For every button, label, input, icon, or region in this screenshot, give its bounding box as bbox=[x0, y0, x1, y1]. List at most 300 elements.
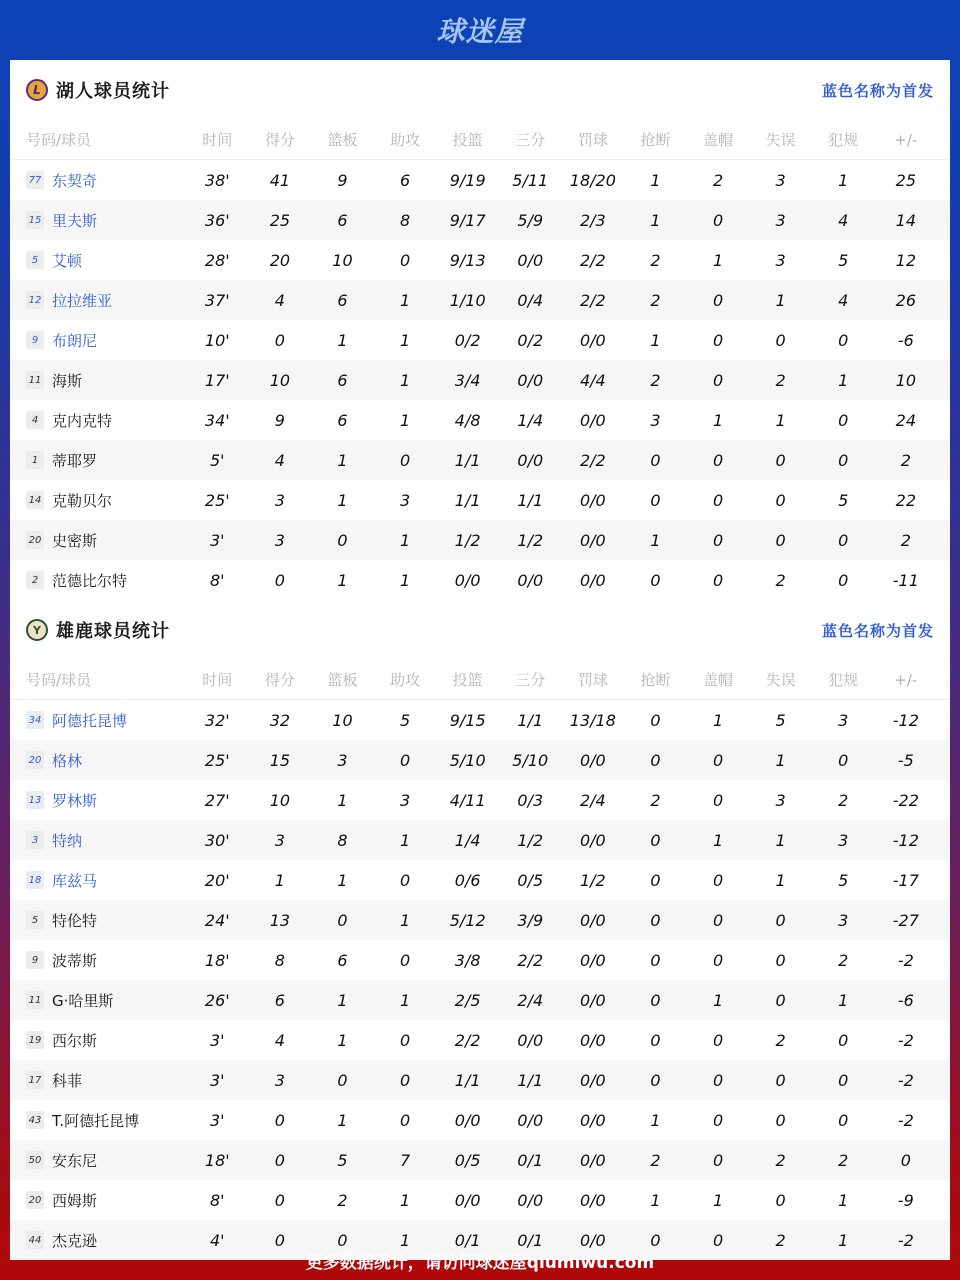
stat-cell: 1 bbox=[838, 1230, 849, 1250]
stat-cell: 26 bbox=[895, 290, 916, 310]
stat-cell: 3 bbox=[399, 790, 411, 810]
stat-cell: 8 bbox=[274, 950, 285, 970]
player-row[interactable] bbox=[10, 1180, 950, 1220]
team-header bbox=[10, 60, 950, 120]
player-name[interactable]: 安东尼 bbox=[52, 1151, 98, 1170]
stat-cell: 1/10 bbox=[449, 290, 486, 310]
footer-banner[interactable] bbox=[0, 1240, 960, 1280]
jersey-number-badge: 50 bbox=[26, 1151, 44, 1169]
jersey-number-badge: 12 bbox=[26, 291, 44, 309]
column-header: 助攻 bbox=[390, 671, 421, 689]
stat-cell: 4 bbox=[274, 1030, 285, 1050]
stat-cell: 1 bbox=[399, 830, 411, 850]
player-cell bbox=[10, 1150, 186, 1171]
stat-cell: 32 bbox=[269, 710, 291, 730]
stat-cell: 25 bbox=[895, 170, 916, 190]
stat-cell: 3 bbox=[274, 1070, 285, 1090]
stat-cell: 8 bbox=[337, 830, 348, 850]
player-cell bbox=[10, 330, 186, 351]
stat-cell: 18' bbox=[204, 1150, 230, 1170]
player-cell bbox=[10, 710, 186, 731]
player-name[interactable]: 克内克特 bbox=[52, 411, 113, 430]
player-row[interactable] bbox=[10, 700, 950, 740]
player-cell bbox=[10, 290, 186, 311]
stat-cell: 0 bbox=[650, 750, 661, 770]
stat-cell: 1 bbox=[712, 830, 724, 850]
stat-cell: 0 bbox=[838, 1030, 849, 1050]
stat-cell: 0 bbox=[274, 1190, 285, 1210]
player-name[interactable]: 阿德托昆博 bbox=[52, 711, 128, 730]
stat-cell: 28' bbox=[204, 250, 230, 270]
player-name[interactable]: 库兹马 bbox=[52, 871, 98, 890]
player-cell bbox=[10, 170, 186, 191]
stats-card bbox=[10, 60, 950, 1250]
column-header: 得分 bbox=[264, 671, 295, 689]
lakers-logo-icon: L bbox=[26, 79, 48, 101]
stat-cell: 0 bbox=[650, 950, 661, 970]
stat-cell: 41 bbox=[269, 170, 291, 190]
stat-cell: 2 bbox=[650, 290, 661, 310]
player-cell bbox=[10, 750, 186, 771]
stat-cell: 0 bbox=[712, 790, 724, 810]
stat-cell: 18' bbox=[204, 950, 230, 970]
stat-cell: -12 bbox=[892, 830, 919, 850]
stat-cell: 6 bbox=[274, 990, 285, 1010]
player-row[interactable] bbox=[10, 200, 950, 240]
stat-cell: 1/1 bbox=[517, 710, 544, 730]
stat-cell: 2 bbox=[838, 790, 849, 810]
stat-cell: 3 bbox=[650, 410, 661, 430]
stat-cell: 1 bbox=[399, 570, 411, 590]
stat-cell: 1/2 bbox=[454, 530, 481, 550]
stat-cell: 0 bbox=[775, 950, 786, 970]
stat-cell: 1 bbox=[337, 1030, 348, 1050]
stat-cell: 1 bbox=[650, 530, 661, 550]
stat-cell: -11 bbox=[892, 570, 919, 590]
stat-cell: 1 bbox=[337, 790, 348, 810]
stat-cell: 0/0 bbox=[517, 1110, 544, 1130]
stat-cell: 1 bbox=[337, 570, 348, 590]
player-cell bbox=[10, 830, 186, 851]
stat-cell: 2/2 bbox=[579, 250, 606, 270]
stat-cell: 9/13 bbox=[449, 250, 486, 270]
stat-cell: 10' bbox=[204, 330, 230, 350]
stat-cell: 0/0 bbox=[517, 1030, 544, 1050]
starter-legend-note: 蓝色名称为首发 bbox=[821, 81, 934, 100]
player-name[interactable]: 西尔斯 bbox=[52, 1031, 98, 1050]
stat-cell: 0 bbox=[712, 1110, 724, 1130]
stat-cell: 1 bbox=[712, 410, 724, 430]
player-name[interactable]: 史密斯 bbox=[52, 531, 98, 550]
table-header-row bbox=[10, 120, 950, 160]
stat-cell: 3 bbox=[838, 830, 849, 850]
stat-cell: 1 bbox=[712, 990, 724, 1010]
stat-cell: 2 bbox=[775, 370, 786, 390]
stat-cell: 1 bbox=[712, 1190, 724, 1210]
stat-cell: 0/0 bbox=[454, 1190, 481, 1210]
column-header: 犯规 bbox=[828, 671, 859, 689]
stat-cell: 4 bbox=[838, 290, 849, 310]
stat-cell: 1 bbox=[399, 410, 411, 430]
stat-cell: -2 bbox=[897, 1230, 914, 1250]
player-row[interactable] bbox=[10, 1100, 950, 1140]
stat-cell: 25 bbox=[269, 210, 291, 230]
stat-cell: 0/0 bbox=[579, 1230, 606, 1250]
jersey-number-badge: 4 bbox=[26, 411, 44, 429]
player-name[interactable]: 波蒂斯 bbox=[52, 951, 98, 970]
stat-cell: 0 bbox=[650, 710, 661, 730]
stat-cell: 2/2 bbox=[517, 950, 544, 970]
column-header: 三分 bbox=[515, 131, 546, 149]
top-bar bbox=[0, 0, 960, 60]
team-section-1 bbox=[10, 600, 950, 1260]
player-name[interactable]: 特伦特 bbox=[52, 911, 98, 930]
stat-cell: 2/4 bbox=[517, 990, 544, 1010]
player-row[interactable] bbox=[10, 940, 950, 980]
stat-cell: 2 bbox=[712, 170, 724, 190]
player-row[interactable] bbox=[10, 440, 950, 480]
player-name[interactable]: 科菲 bbox=[52, 1071, 83, 1090]
stat-cell: 25' bbox=[204, 750, 230, 770]
player-cell bbox=[10, 370, 186, 391]
stat-cell: 1/1 bbox=[454, 450, 481, 470]
stat-cell: 3' bbox=[210, 530, 225, 550]
team-header bbox=[10, 600, 950, 660]
stat-cell: 9/15 bbox=[449, 710, 486, 730]
stat-cell: 0 bbox=[399, 750, 411, 770]
stat-cell: 4 bbox=[838, 210, 849, 230]
stat-cell: 2 bbox=[337, 1190, 348, 1210]
player-name[interactable]: 克勒贝尔 bbox=[52, 491, 113, 510]
player-cell bbox=[10, 490, 186, 511]
stat-cell: 0 bbox=[775, 490, 786, 510]
stat-cell: 15 bbox=[269, 750, 291, 770]
player-name[interactable]: 蒂耶罗 bbox=[52, 451, 98, 470]
column-header: 投篮 bbox=[452, 671, 483, 689]
stat-cell: -6 bbox=[897, 990, 914, 1010]
stat-cell: 1 bbox=[838, 170, 849, 190]
stat-cell: 0/0 bbox=[579, 1030, 606, 1050]
stat-cell: 2/3 bbox=[579, 210, 606, 230]
stat-cell: 0 bbox=[712, 750, 724, 770]
stat-cell: 7 bbox=[399, 1150, 411, 1170]
stat-cell: 0/1 bbox=[454, 1230, 481, 1250]
stat-cell: 0 bbox=[399, 250, 411, 270]
stat-cell: 0/2 bbox=[517, 330, 544, 350]
stat-cell: 4 bbox=[274, 450, 285, 470]
stat-cell: 9/19 bbox=[449, 170, 486, 190]
stat-cell: 2 bbox=[775, 570, 786, 590]
stat-cell: 0/0 bbox=[579, 410, 606, 430]
stat-cell: -22 bbox=[892, 790, 919, 810]
stat-cell: 2 bbox=[900, 530, 911, 550]
column-header: 罚球 bbox=[577, 671, 608, 689]
column-header: 号码/球员 bbox=[26, 671, 92, 689]
jersey-number-badge: 20 bbox=[26, 751, 44, 769]
stat-cell: 0 bbox=[712, 290, 724, 310]
stat-cell: 25' bbox=[204, 490, 230, 510]
stat-cell: 0/0 bbox=[579, 1150, 606, 1170]
stat-cell: 0 bbox=[712, 210, 724, 230]
stat-cell: 22 bbox=[895, 490, 916, 510]
stat-cell: 2 bbox=[775, 1230, 786, 1250]
stat-cell: 0/5 bbox=[517, 870, 544, 890]
stat-cell: 5 bbox=[838, 870, 849, 890]
player-row[interactable] bbox=[10, 820, 950, 860]
stat-cell: 4' bbox=[210, 1230, 225, 1250]
player-row[interactable] bbox=[10, 1020, 950, 1060]
stat-cell: 0 bbox=[712, 570, 724, 590]
player-name[interactable]: G·哈里斯 bbox=[52, 991, 114, 1010]
starter-legend-note: 蓝色名称为首发 bbox=[821, 621, 934, 640]
player-name[interactable]: 罗林斯 bbox=[52, 791, 98, 810]
stat-cell: 5/12 bbox=[449, 910, 486, 930]
column-header: 三分 bbox=[515, 671, 546, 689]
stat-cell: 1 bbox=[337, 990, 348, 1010]
stat-cell: 0 bbox=[650, 870, 661, 890]
player-cell bbox=[10, 910, 186, 931]
player-cell bbox=[10, 450, 186, 471]
stat-cell: 2/4 bbox=[579, 790, 606, 810]
stat-cell: 0/1 bbox=[517, 1150, 544, 1170]
stat-cell: 0/5 bbox=[454, 1150, 481, 1170]
stat-cell: 1 bbox=[712, 250, 724, 270]
player-row[interactable] bbox=[10, 280, 950, 320]
jersey-number-badge: 2 bbox=[26, 571, 44, 589]
stat-cell: 1 bbox=[337, 450, 348, 470]
stat-cell: 2 bbox=[838, 1150, 849, 1170]
stat-cell: 2 bbox=[650, 250, 661, 270]
stat-cell: 0 bbox=[712, 1070, 724, 1090]
stat-cell: 0 bbox=[838, 450, 849, 470]
stat-cell: 0 bbox=[712, 950, 724, 970]
stat-cell: 3 bbox=[775, 210, 786, 230]
stat-cell: 18/20 bbox=[569, 170, 616, 190]
player-name[interactable]: 范德比尔特 bbox=[52, 571, 128, 590]
player-row[interactable] bbox=[10, 780, 950, 820]
stat-cell: -6 bbox=[897, 330, 914, 350]
stat-cell: 0 bbox=[712, 870, 724, 890]
stat-cell: 38' bbox=[204, 170, 230, 190]
player-cell bbox=[10, 1190, 186, 1211]
stat-cell: 2 bbox=[900, 450, 911, 470]
column-header: 得分 bbox=[264, 131, 295, 149]
stat-cell: 0 bbox=[712, 330, 724, 350]
stat-cell: 1 bbox=[650, 210, 661, 230]
player-cell bbox=[10, 990, 186, 1011]
player-name[interactable]: 布朗尼 bbox=[52, 331, 98, 350]
player-cell bbox=[10, 410, 186, 431]
stat-cell: 3 bbox=[274, 530, 285, 550]
player-cell bbox=[10, 210, 186, 231]
stat-cell: 0/6 bbox=[454, 870, 481, 890]
footer-text[interactable]: 更多数据统计，请访问球迷屋qiumiwu.com bbox=[305, 1252, 655, 1273]
stat-cell: 2/2 bbox=[579, 290, 606, 310]
stat-cell: 0/0 bbox=[579, 1070, 606, 1090]
stat-cell: 1 bbox=[775, 830, 786, 850]
stat-cell: 0 bbox=[838, 1070, 849, 1090]
stat-cell: 0/1 bbox=[517, 1230, 544, 1250]
stat-cell: 2 bbox=[650, 1150, 661, 1170]
stat-cell: -2 bbox=[897, 950, 914, 970]
jersey-number-badge: 44 bbox=[26, 1231, 44, 1249]
player-cell bbox=[10, 790, 186, 811]
player-row[interactable] bbox=[10, 1060, 950, 1100]
stat-cell: 0 bbox=[712, 1030, 724, 1050]
player-row[interactable] bbox=[10, 240, 950, 280]
stat-cell: 1/1 bbox=[517, 490, 544, 510]
column-header: 时间 bbox=[202, 671, 233, 689]
stat-cell: 0 bbox=[838, 410, 849, 430]
stat-cell: 0 bbox=[274, 1150, 285, 1170]
jersey-number-badge: 34 bbox=[26, 711, 44, 729]
stat-cell: 0/0 bbox=[579, 490, 606, 510]
player-cell bbox=[10, 570, 186, 591]
stat-cell: 24' bbox=[204, 910, 230, 930]
stat-cell: 20 bbox=[269, 250, 291, 270]
stat-cell: 0 bbox=[274, 570, 285, 590]
player-row[interactable] bbox=[10, 860, 950, 900]
qiumiwu-logo: 球迷屋 bbox=[436, 15, 524, 48]
stat-cell: 0 bbox=[399, 1030, 411, 1050]
stat-cell: -12 bbox=[892, 710, 919, 730]
column-header: 抢断 bbox=[640, 131, 671, 149]
player-row[interactable] bbox=[10, 160, 950, 200]
player-name[interactable]: 西姆斯 bbox=[52, 1191, 98, 1210]
stat-cell: 1 bbox=[650, 330, 661, 350]
player-name[interactable]: 东契奇 bbox=[52, 171, 98, 190]
column-header: 失误 bbox=[765, 671, 796, 689]
player-row[interactable] bbox=[10, 1140, 950, 1180]
player-name[interactable]: 里夫斯 bbox=[52, 211, 98, 230]
team-title bbox=[26, 77, 170, 103]
player-row[interactable] bbox=[10, 740, 950, 780]
stat-cell: 0/0 bbox=[579, 750, 606, 770]
stat-cell: 3' bbox=[210, 1030, 225, 1050]
stat-cell: 9 bbox=[274, 410, 285, 430]
player-row[interactable] bbox=[10, 560, 950, 600]
stat-cell: 0 bbox=[650, 830, 661, 850]
stat-cell: 3 bbox=[337, 750, 348, 770]
jersey-number-badge: 9 bbox=[26, 331, 44, 349]
stat-cell: 3 bbox=[838, 710, 849, 730]
stat-cell: 0/0 bbox=[579, 950, 606, 970]
player-name[interactable]: 海斯 bbox=[52, 371, 83, 390]
stat-cell: 4/11 bbox=[449, 790, 486, 810]
stat-cell: 1/1 bbox=[454, 1070, 481, 1090]
team-name: 湖人球员统计 bbox=[56, 81, 170, 102]
column-header: 罚球 bbox=[577, 131, 608, 149]
stat-cell: 5 bbox=[775, 710, 786, 730]
jersey-number-badge: 11 bbox=[26, 991, 44, 1009]
stat-cell: 1 bbox=[399, 990, 411, 1010]
stat-cell: 27' bbox=[204, 790, 230, 810]
stat-cell: 13/18 bbox=[569, 710, 616, 730]
column-header: 篮板 bbox=[327, 671, 358, 689]
stat-cell: 32' bbox=[204, 710, 230, 730]
stat-cell: 0/4 bbox=[517, 290, 544, 310]
stat-cell: 10 bbox=[332, 250, 353, 270]
player-name[interactable]: 特纳 bbox=[52, 831, 83, 850]
player-name[interactable]: 格林 bbox=[52, 751, 83, 770]
stat-cell: 5/10 bbox=[449, 750, 486, 770]
stat-cell: 1/4 bbox=[517, 410, 544, 430]
player-cell bbox=[10, 1030, 186, 1051]
player-cell bbox=[10, 1110, 186, 1131]
stat-cell: -5 bbox=[897, 750, 914, 770]
stat-cell: 37' bbox=[204, 290, 230, 310]
stat-cell: 1 bbox=[712, 710, 724, 730]
jersey-number-badge: 18 bbox=[26, 871, 44, 889]
stat-cell: 4 bbox=[274, 290, 285, 310]
player-cell bbox=[10, 530, 186, 551]
player-row[interactable] bbox=[10, 360, 950, 400]
player-name[interactable]: 拉拉维亚 bbox=[52, 291, 113, 310]
stat-cell: 0/0 bbox=[517, 1190, 544, 1210]
stat-cell: 10 bbox=[269, 790, 291, 810]
stat-cell: 1/4 bbox=[454, 830, 481, 850]
player-row[interactable] bbox=[10, 900, 950, 940]
stat-cell: 1 bbox=[399, 370, 411, 390]
jersey-number-badge: 20 bbox=[26, 1191, 44, 1209]
stat-cell: 1 bbox=[399, 290, 411, 310]
stat-cell: 0 bbox=[712, 1150, 724, 1170]
stat-cell: 1 bbox=[399, 1190, 411, 1210]
stat-cell: 5 bbox=[838, 250, 849, 270]
stat-cell: 3 bbox=[399, 490, 411, 510]
column-header: 盖帽 bbox=[703, 131, 734, 149]
stat-cell: 0 bbox=[712, 910, 724, 930]
player-row[interactable] bbox=[10, 480, 950, 520]
stat-cell: 0 bbox=[399, 950, 411, 970]
team-name: 雄鹿球员统计 bbox=[56, 621, 170, 642]
stat-cell: 1 bbox=[399, 530, 411, 550]
stat-cell: 1/1 bbox=[454, 490, 481, 510]
stat-cell: 24 bbox=[895, 410, 916, 430]
table-header-row bbox=[10, 660, 950, 700]
stat-cell: 1 bbox=[337, 490, 348, 510]
stat-cell: 0 bbox=[650, 990, 661, 1010]
stat-cell: 0/0 bbox=[517, 370, 544, 390]
player-row[interactable] bbox=[10, 980, 950, 1020]
stat-cell: 0 bbox=[399, 1070, 411, 1090]
player-row[interactable] bbox=[10, 400, 950, 440]
column-header: 助攻 bbox=[390, 131, 421, 149]
stat-cell: 0 bbox=[775, 910, 786, 930]
player-row[interactable] bbox=[10, 520, 950, 560]
stat-cell: 0 bbox=[399, 450, 411, 470]
stat-cell: 0 bbox=[775, 530, 786, 550]
jersey-number-badge: 19 bbox=[26, 1031, 44, 1049]
player-name[interactable]: 艾顿 bbox=[52, 251, 83, 270]
stat-cell: -27 bbox=[892, 910, 919, 930]
stat-cell: 0 bbox=[712, 490, 724, 510]
stat-cell: 1 bbox=[838, 990, 849, 1010]
stat-cell: 0 bbox=[399, 1110, 411, 1130]
stat-cell: 1 bbox=[775, 290, 786, 310]
player-row[interactable] bbox=[10, 320, 950, 360]
player-name[interactable]: T.阿德托昆博 bbox=[52, 1111, 140, 1130]
stat-cell: -2 bbox=[897, 1070, 914, 1090]
jersey-number-badge: 5 bbox=[26, 251, 44, 269]
stat-cell: 1 bbox=[838, 370, 849, 390]
stat-cell: 0 bbox=[274, 1230, 285, 1250]
stat-cell: 13 bbox=[269, 910, 291, 930]
stat-cell: 1 bbox=[650, 1110, 661, 1130]
jersey-number-badge: 20 bbox=[26, 531, 44, 549]
jersey-number-badge: 14 bbox=[26, 491, 44, 509]
player-name[interactable]: 杰克逊 bbox=[52, 1231, 98, 1250]
